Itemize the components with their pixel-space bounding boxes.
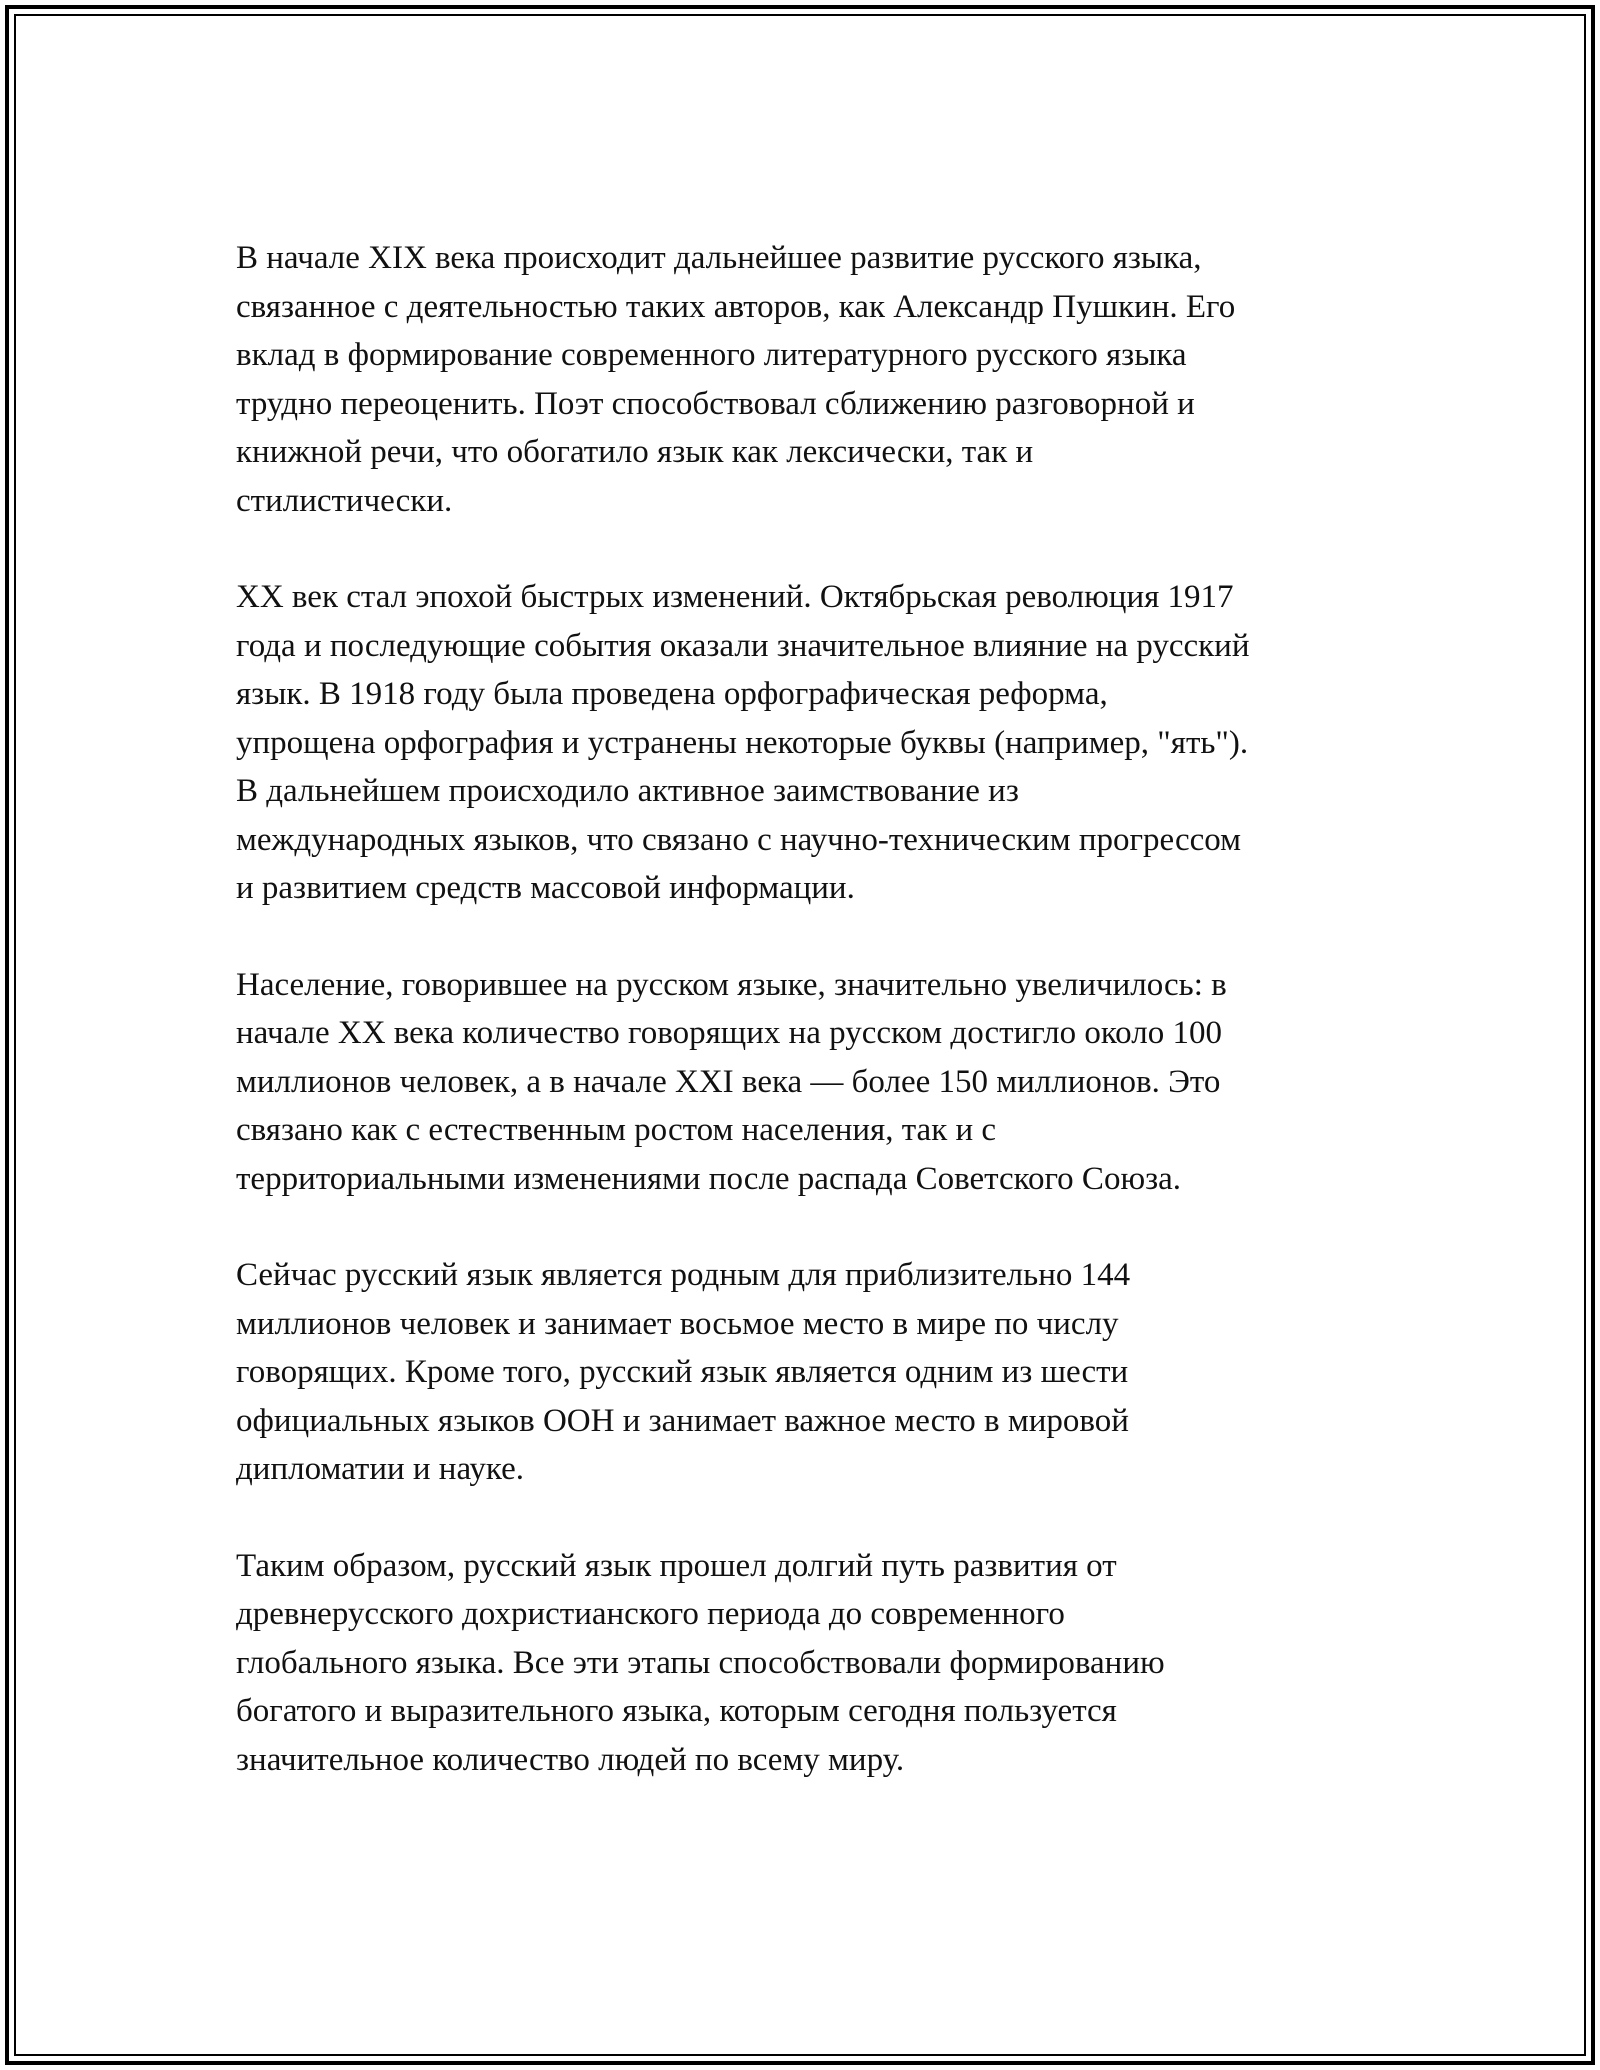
- document-body: [236, 234, 1386, 1832]
- paragraph-twentieth-century: XX век стал эпохой быстрых изменений. Октябрьская революция 1917 года и последующие события оказали значительное влияние на русский язык. В 1918 году была проведена орфографическая реформа, упрощена орфография и устранены некоторые буквы (например, "ять"). В дальнейшем происходило активное заимствование из международных языков, что связано с научно-техническим прогрессом и развитием средств массовой информации.: [236, 579, 1250, 906]
- paragraph-conclusion: Таким образом, русский язык прошел долгий путь развития от древнерусского дохристианского периода до современного глобального языка. Все эти этапы способствовали формированию богатого и выразительного языка, которым сегодня пользуется значительное количество людей по всему миру.: [236, 1547, 1165, 1778]
- paragraph-current-status: Сейчас русский язык является родным для приблизительно 144 миллионов человек и занимает восьмое место в мире по числу говорящих. Кроме того, русский язык является одним из шести официальных языков ООН и занимает важное место в мировой дипломатии и науке.: [236, 1257, 1131, 1487]
- paragraph-speaker-population: Население, говорившее на русском языке, значительно увеличилось: в начале XX века количество говорящих на русском достигло около 100 миллионов человек, а в начале XXI века — более 150 миллионов. Это связано как с естественным ростом населения, так и с территориальными изменениями после распада Советского Союза.: [236, 966, 1227, 1197]
- paragraph-pushkin-era: В начале XIX века происходит дальнейшее развитие русского языка, связанное с деятельностью таких авторов, как Александр Пушкин. Его вклад в формирование современного литературного русского языка трудно переоценить. Поэт способствовал сближению разговорной и книжной речи, что обогатило язык как лексически, так и стилистически.: [236, 240, 1236, 519]
